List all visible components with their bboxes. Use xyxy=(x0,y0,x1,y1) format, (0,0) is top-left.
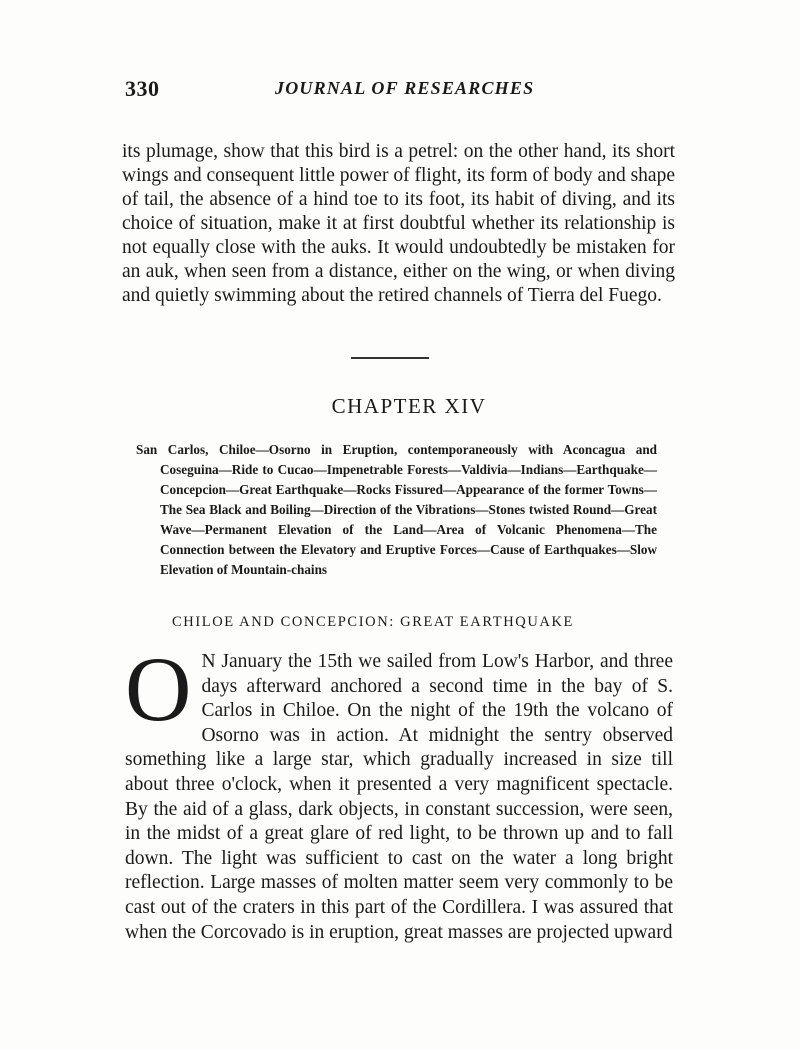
page-number: 330 xyxy=(125,76,160,101)
page-header xyxy=(125,76,675,106)
continuation-paragraph: its plumage, show that this bird is a petrel: on the other hand, its short wings and consequent little power of flight, its form of body and shape of tail, the absence of a hind toe to its foot, its habit of diving, and its choice of situation, make it at first doubtful whether its relationship is not equally close with the auks. It would undoubtedly be mistaken for an auk, when seen from a distance, either on the wing, or when diving and quietly swimming about the retired channels of Tierra del Fuego. xyxy=(122,140,675,306)
chapter-summary: San Carlos, Chiloe—Osorno in Eruption, contemporaneously with Aconcagua and Coseguina—Ride to Cucao—Impenetrable Forests—Valdivia—Indians—Earthquake—Concepcion—Great Earthquake—Rocks Fissured—Appearance of the former Towns—The Sea Black and Boiling—Direction of the Vibrations—Stones twisted Round—Great Wave—Permanent Elevation of the Land—Area of Volcanic Phenomena—The Connection between the Elevatory and Eruptive Forces—Cause of Earthquakes—Slow Elevation of Mountain-chains xyxy=(136,442,657,577)
drop-cap: O xyxy=(125,638,192,740)
body-paragraph xyxy=(125,638,673,945)
section-heading: CHILOE AND CONCEPCION: GREAT EARTHQUAKE xyxy=(172,614,575,630)
section-divider xyxy=(351,357,429,359)
running-head: JOURNAL OF RESEARCHES xyxy=(275,78,535,98)
body-text: N January the 15th we sailed from Low's Harbor, and three days afterward anchored a second time in the bay of S. Carlos in Chiloe. On the night of the 19th the volcano of Osorno was in action. At midnight the sentry observed something like a large star, which gradually increased in size till about three o'clock, when it presented a very magnificent spectacle. By the aid of a glass, dark objects, in constant succession, were seen, in the midst of a great glare of red light, to be thrown up and to fall down. The light was sufficient to cast on the water a long bright reflection. Large masses of molten matter seem very commonly to be cast out of the craters in this part of the Cordillera. I was assured that when the Corcovado is in eruption, great masses are projected upward xyxy=(125,651,673,943)
chapter-title: CHAPTER XIV xyxy=(331,394,487,418)
